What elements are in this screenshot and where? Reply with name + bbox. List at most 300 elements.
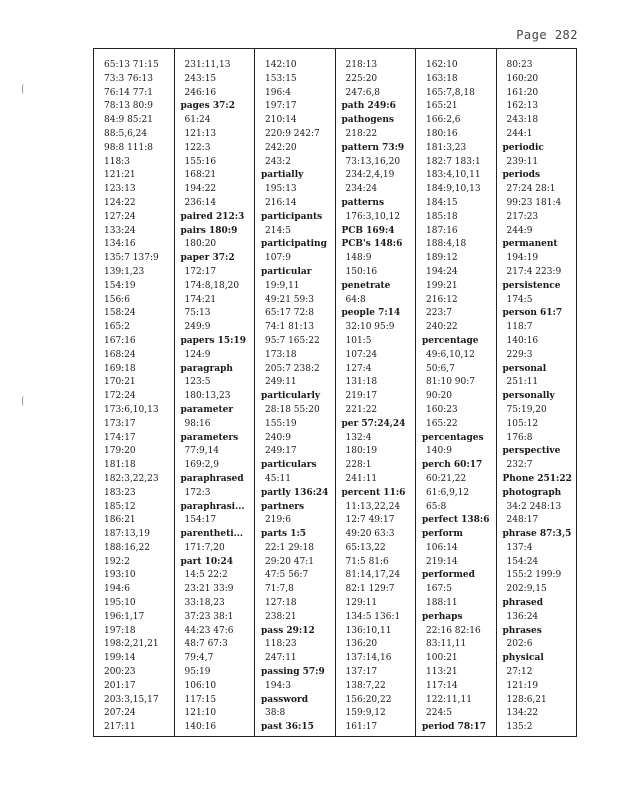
- index-page-line-ref: 101:5: [345, 335, 372, 346]
- index-page-line-ref: 214:5: [265, 225, 291, 236]
- index-page-line-ref: 134:16: [104, 239, 136, 250]
- index-page-line-ref: 131:18: [345, 377, 378, 388]
- index-page-line-ref: 216:12: [426, 294, 458, 305]
- index-page-line-ref: 172:17: [184, 266, 217, 277]
- index-page-line-ref: 193:10: [104, 570, 136, 581]
- index-page-line-ref: 232:7: [506, 460, 533, 471]
- index-headword: particulars: [261, 460, 317, 471]
- index-page-line-ref: 155:2 199:9: [506, 570, 562, 581]
- index-page-line-ref: 83:11,11: [426, 639, 467, 650]
- index-page-line-ref: 169:18: [104, 363, 136, 374]
- index-page-line-ref: 219:14: [426, 556, 458, 567]
- index-page-line-ref: 188:4,18: [426, 239, 467, 250]
- index-page-line-ref: 48:7 67:3: [184, 639, 228, 650]
- index-page-line-ref: 203:3,15,17: [104, 694, 159, 705]
- index-headword: phrased: [502, 598, 543, 609]
- index-page-line-ref: 27:12: [506, 667, 533, 678]
- index-page-line-ref: 180:19: [345, 446, 378, 457]
- index-page-line-ref: 219:6: [265, 515, 291, 526]
- index-page-line-ref: 182:7 183:1: [426, 156, 481, 167]
- index-page-line-ref: 19:9,11: [265, 280, 300, 291]
- index-page-line-ref: 207:24: [104, 708, 136, 719]
- index-page-line-ref: 167:5: [426, 584, 452, 595]
- index-headword: partially: [261, 170, 304, 181]
- index-page-line-ref: 158:24: [104, 308, 136, 319]
- index-page-line-ref: 148:9: [345, 253, 372, 264]
- index-column-2: [175, 49, 256, 736]
- index-page-line-ref: 219:17: [345, 391, 378, 402]
- index-page-line-ref: 106:10: [184, 680, 217, 691]
- index-page-line-ref: 223:7: [426, 308, 452, 319]
- index-page-line-ref: 199:14: [104, 653, 136, 664]
- index-page-line-ref: 161:20: [506, 87, 539, 98]
- index-headword: persistence: [502, 280, 561, 291]
- index-page-line-ref: 247:6,8: [345, 87, 381, 98]
- index-page-line-ref: 187:16: [426, 225, 458, 236]
- index-page-line-ref: 161:17: [345, 722, 378, 733]
- index-page-line-ref: 185:12: [104, 501, 136, 512]
- index-page-line-ref: 34:2 248:13: [506, 501, 562, 512]
- index-page-line-ref: 201:17: [104, 680, 136, 691]
- index-page-line-ref: 124:9: [184, 349, 211, 360]
- index-page-line-ref: 202:6: [506, 639, 533, 650]
- index-page-line-ref: 117:15: [184, 694, 217, 705]
- page-number: Page 282: [516, 28, 578, 42]
- index-page-line-ref: 174:21: [184, 294, 217, 305]
- index-page-line-ref: 136:24: [506, 611, 539, 622]
- index-page-line-ref: 117:14: [426, 680, 458, 691]
- index-page-line-ref: 64:8: [345, 294, 366, 305]
- binder-hole-mark: [22, 396, 27, 406]
- index-page-line-ref: 228:1: [345, 460, 372, 471]
- index-page-line-ref: 240:9: [265, 432, 291, 443]
- index-page-line-ref: 180:13,23: [184, 391, 231, 402]
- index-page-line-ref: 229:3: [506, 349, 533, 360]
- index-page-line-ref: 138:7,22: [345, 680, 386, 691]
- index-headword: passing 57:9: [261, 667, 325, 678]
- index-page-line-ref: 154:17: [184, 515, 217, 526]
- index-page-line-ref: 221:22: [345, 404, 378, 415]
- word-index-table: [93, 48, 577, 737]
- index-page-line-ref: 32:10 95:9: [345, 322, 395, 333]
- index-headword: person 61:7: [502, 308, 563, 319]
- index-page-line-ref: 61:6,9,12: [426, 487, 470, 498]
- index-page-line-ref: 118:3: [104, 156, 130, 167]
- index-page-line-ref: 243:2: [265, 156, 291, 167]
- index-page-line-ref: 113:21: [426, 667, 458, 678]
- index-page-line-ref: 121:19: [506, 680, 539, 691]
- index-headword: past 36:15: [261, 722, 314, 733]
- index-page-line-ref: 165:2: [104, 322, 130, 333]
- index-page-line-ref: 44:23 47:6: [184, 625, 234, 636]
- index-page-line-ref: 236:14: [184, 197, 217, 208]
- index-page-line-ref: 166:2,6: [426, 115, 461, 126]
- index-column-5: [416, 49, 497, 736]
- index-page-line-ref: 98:16: [184, 418, 211, 429]
- index-page-line-ref: 80:23: [506, 60, 533, 70]
- index-headword: percent 11:6: [341, 487, 406, 498]
- index-page-line-ref: 135:7 137:9: [104, 253, 159, 264]
- index-page-line-ref: 198:2,21,21: [104, 639, 159, 650]
- index-page-line-ref: 49:6,10,12: [426, 349, 475, 360]
- index-page-line-ref: 165:7,8,18: [426, 87, 475, 98]
- index-page-line-ref: 163:18: [426, 73, 458, 84]
- index-page-line-ref: 153:15: [265, 73, 297, 84]
- index-headword: PCB 169:4: [341, 225, 395, 236]
- index-page-line-ref: 142:10: [265, 60, 297, 70]
- index-page-line-ref: 50:6,7: [426, 363, 455, 374]
- index-page-line-ref: 180:20: [184, 239, 217, 250]
- index-page-line-ref: 140:16: [184, 722, 217, 733]
- index-headword: particular: [261, 266, 312, 277]
- index-page-line-ref: 136:10,11: [345, 625, 392, 636]
- index-page-line-ref: 160:20: [506, 73, 539, 84]
- index-headword: Phone 251:22: [502, 473, 572, 484]
- index-page-line-ref: 45:11: [265, 473, 291, 484]
- index-page-line-ref: 122:11,11: [426, 694, 472, 705]
- index-page-line-ref: 75:19,20: [506, 404, 547, 415]
- index-headword: physical: [502, 653, 544, 664]
- index-page-line-ref: 107:24: [345, 349, 378, 360]
- index-page-line-ref: 186:21: [104, 515, 136, 526]
- index-page-line-ref: 77:9,14: [184, 446, 220, 457]
- index-headword: part 10:24: [180, 556, 234, 567]
- index-page-line-ref: 65:17 72:8: [265, 308, 315, 319]
- index-page-line-ref: 11:13,22,24: [345, 501, 401, 512]
- index-page-line-ref: 162:10: [426, 60, 458, 70]
- index-page-line-ref: 218:22: [345, 128, 378, 139]
- index-page-line-ref: 247:11: [265, 653, 297, 664]
- index-page-line-ref: 65:8: [426, 501, 447, 512]
- index-page-line-ref: 79:4,7: [184, 653, 214, 664]
- index-page-line-ref: 100:21: [426, 653, 458, 664]
- index-page-line-ref: 137:17: [345, 667, 378, 678]
- index-page-line-ref: 173:17: [104, 418, 136, 429]
- index-page-line-ref: 123:5: [184, 377, 211, 388]
- index-page-line-ref: 199:21: [426, 280, 458, 291]
- index-page-line-ref: 194:22: [184, 184, 217, 195]
- index-headword: performed: [422, 570, 475, 581]
- index-page-line-ref: 195:13: [265, 184, 297, 195]
- index-page-line-ref: 188:16,22: [104, 542, 150, 553]
- index-page-line-ref: 182:3,22,23: [104, 473, 159, 484]
- index-page-line-ref: 202:9,15: [506, 584, 547, 595]
- index-headword: permanent: [502, 239, 558, 250]
- index-page-line-ref: 249:9: [184, 322, 211, 333]
- index-page-line-ref: 185:18: [426, 211, 458, 222]
- index-page-line-ref: 172:24: [104, 391, 136, 402]
- index-page-line-ref: 183:4,10,11: [426, 170, 481, 181]
- index-headword: people 7:14: [341, 308, 401, 319]
- index-page-line-ref: 171:7,20: [184, 542, 225, 553]
- index-page-line-ref: 12:7 49:17: [345, 515, 395, 526]
- index-page-line-ref: 29:20 47:1: [265, 556, 315, 567]
- index-headword: papers 15:19: [180, 335, 246, 346]
- index-page-line-ref: 137:4: [506, 542, 533, 553]
- index-page-line-ref: 23:21 33:9: [184, 584, 234, 595]
- index-page-line-ref: 49:21 59:3: [265, 294, 315, 305]
- index-headword: perform: [422, 529, 463, 540]
- index-page-line-ref: 205:7 238:2: [265, 363, 320, 374]
- index-page-line-ref: 220:9 242:7: [265, 128, 320, 139]
- index-page-line-ref: 187:13,19: [104, 529, 150, 540]
- index-page-line-ref: 173:6,10,13: [104, 404, 159, 415]
- index-page-line-ref: 231:11,13: [184, 60, 231, 70]
- index-page-line-ref: 134:22: [506, 708, 539, 719]
- index-headword: paper 37:2: [180, 253, 235, 264]
- index-headword: partners: [261, 501, 305, 512]
- index-headword: perhaps: [422, 611, 463, 622]
- index-headword: percentage: [422, 335, 479, 346]
- index-headword: periodic: [502, 142, 544, 153]
- index-page-line-ref: 129:11: [345, 598, 378, 609]
- index-page-line-ref: 140:9: [426, 446, 452, 457]
- index-page-line-ref: 165:21: [426, 101, 458, 112]
- index-page-line-ref: 84:9 85:21: [104, 115, 154, 126]
- index-headword: per 57:24,24: [341, 418, 406, 429]
- index-page-line-ref: 217:23: [506, 211, 539, 222]
- index-page-line-ref: 99:23 181:4: [506, 197, 562, 208]
- index-headword: password: [261, 694, 309, 705]
- index-page-line-ref: 174:8,18,20: [184, 280, 240, 291]
- index-page-line-ref: 65:13 71:15: [104, 60, 159, 70]
- index-page-line-ref: 155:16: [184, 156, 217, 167]
- index-headword: parentheti...: [180, 529, 244, 540]
- index-page-line-ref: 197:17: [265, 101, 297, 112]
- index-headword: period 78:17: [422, 722, 486, 733]
- index-headword: personal: [502, 363, 547, 374]
- index-headword: participating: [261, 239, 327, 250]
- index-page-line-ref: 33:18,23: [184, 598, 225, 609]
- index-page-line-ref: 189:12: [426, 253, 458, 264]
- index-page-line-ref: 81:14,17,24: [345, 570, 401, 581]
- index-page-line-ref: 154:24: [506, 556, 539, 567]
- index-headword: patterns: [341, 197, 385, 208]
- index-page-line-ref: 27:24 28:1: [506, 184, 556, 195]
- index-page-line-ref: 132:4: [345, 432, 372, 443]
- index-headword: pages 37:2: [180, 101, 235, 112]
- index-page-line-ref: 181:18: [104, 460, 136, 471]
- index-page-line-ref: 134:5 136:1: [345, 611, 401, 622]
- index-page-line-ref: 243:15: [184, 73, 217, 84]
- index-page-line-ref: 174:5: [506, 294, 533, 305]
- index-page-line-ref: 173:18: [265, 349, 297, 360]
- index-page-line-ref: 194:24: [426, 266, 458, 277]
- index-page-line-ref: 61:24: [184, 115, 211, 126]
- index-page-line-ref: 168:24: [104, 349, 136, 360]
- index-page-line-ref: 133:24: [104, 225, 136, 236]
- index-page-line-ref: 14:5 22:2: [184, 570, 228, 581]
- index-page-line-ref: 81:10 90:7: [426, 377, 476, 388]
- index-headword: pairs 180:9: [180, 225, 238, 236]
- index-page-line-ref: 167:16: [104, 335, 136, 346]
- index-page-line-ref: 90:20: [426, 391, 452, 402]
- index-page-line-ref: 65:13,22: [345, 542, 386, 553]
- index-page-line-ref: 156:20,22: [345, 694, 392, 705]
- index-page-line-ref: 238:21: [265, 611, 297, 622]
- index-page-line-ref: 244:1: [506, 128, 533, 139]
- index-page-line-ref: 105:12: [506, 418, 539, 429]
- index-page-line-ref: 196:1,17: [104, 611, 145, 622]
- index-page-line-ref: 168:21: [184, 170, 217, 181]
- index-page-line-ref: 162:13: [506, 101, 539, 112]
- index-page-line-ref: 123:13: [104, 184, 136, 195]
- index-page-line-ref: 181:3,23: [426, 142, 467, 153]
- index-page-line-ref: 195:10: [104, 598, 136, 609]
- index-page-line-ref: 107:9: [265, 253, 291, 264]
- index-page-line-ref: 165:22: [426, 418, 458, 429]
- index-page-line-ref: 155:19: [265, 418, 297, 429]
- index-page-line-ref: 135:2: [506, 722, 533, 733]
- index-page-line-ref: 188:11: [426, 598, 458, 609]
- index-page-line-ref: 196:4: [265, 87, 291, 98]
- index-headword: pass 29:12: [261, 625, 315, 636]
- index-page-line-ref: 217:11: [104, 722, 136, 733]
- index-headword: paragraph: [180, 363, 233, 374]
- index-page-line-ref: 176:3,10,12: [345, 211, 401, 222]
- index-page-line-ref: 22:16 82:16: [426, 625, 481, 636]
- index-page-line-ref: 76:14 77:1: [104, 87, 154, 98]
- index-headword: phrases: [502, 625, 542, 636]
- index-headword: path 249:6: [341, 101, 396, 112]
- index-page-line-ref: 73:13,16,20: [345, 156, 401, 167]
- index-page-line-ref: 244:9: [506, 225, 533, 236]
- index-page-line-ref: 74:1 81:13: [265, 322, 315, 333]
- index-page-line-ref: 180:16: [426, 128, 458, 139]
- index-headword: perspective: [502, 446, 561, 457]
- index-page-line-ref: 160:23: [426, 404, 458, 415]
- index-page-line-ref: 71:7,8: [265, 584, 294, 595]
- index-headword: perfect 138:6: [422, 515, 490, 526]
- index-page-line-ref: 239:11: [506, 156, 539, 167]
- index-page-line-ref: 200:23: [104, 667, 136, 678]
- index-page-line-ref: 242:20: [265, 142, 297, 153]
- index-page-line-ref: 122:3: [184, 142, 211, 153]
- index-page-line-ref: 243:18: [506, 115, 539, 126]
- index-page-line-ref: 98:8 111:8: [104, 142, 154, 153]
- index-page-line-ref: 241:11: [345, 473, 378, 484]
- index-page-line-ref: 128:6,21: [506, 694, 547, 705]
- index-page-line-ref: 194:6: [104, 584, 130, 595]
- index-page-line-ref: 169:2,9: [184, 460, 220, 471]
- index-page-line-ref: 71:5 81:6: [345, 556, 389, 567]
- index-headword: parameters: [180, 432, 239, 443]
- index-column-1: [94, 49, 175, 736]
- index-headword: personally: [502, 391, 555, 402]
- index-page-line-ref: 118:7: [506, 322, 533, 333]
- index-page-line-ref: 174:17: [104, 432, 136, 443]
- index-page-line-ref: 49:20 63:3: [345, 529, 395, 540]
- index-page-line-ref: 184:15: [426, 197, 458, 208]
- index-page-line-ref: 246:16: [184, 87, 217, 98]
- index-page-line-ref: 88:5,6,24: [104, 128, 148, 139]
- index-page-line-ref: 240:22: [426, 322, 458, 333]
- index-page-line-ref: 127:18: [265, 598, 297, 609]
- index-page-line-ref: 22:1 29:18: [265, 542, 315, 553]
- index-page-line-ref: 197:18: [104, 625, 136, 636]
- index-page-line-ref: 210:14: [265, 115, 297, 126]
- index-page-line-ref: 172:3: [184, 487, 211, 498]
- index-page-line-ref: 192:2: [104, 556, 130, 567]
- index-page-line-ref: 28:18 55:20: [265, 404, 320, 415]
- index-headword: PCB's 148:6: [341, 239, 403, 250]
- index-page-line-ref: 179:20: [104, 446, 136, 457]
- index-page-line-ref: 156:6: [104, 294, 130, 305]
- index-page-line-ref: 194:19: [506, 253, 539, 264]
- index-headword: paraphrased: [180, 473, 244, 484]
- index-page-line-ref: 60:21,22: [426, 473, 467, 484]
- index-page-line-ref: 225:20: [345, 73, 378, 84]
- index-headword: photograph: [502, 487, 562, 498]
- index-headword: percentages: [422, 432, 484, 443]
- index-page-line-ref: 234:24: [345, 184, 378, 195]
- index-headword: periods: [502, 170, 541, 181]
- index-page-line-ref: 136:20: [345, 639, 378, 650]
- index-headword: pathogens: [341, 115, 394, 126]
- index-page-line-ref: 159:9,12: [345, 708, 386, 719]
- index-column-3: [255, 49, 336, 736]
- index-page-line-ref: 38:8: [265, 708, 286, 719]
- index-page-line-ref: 170:21: [104, 377, 136, 388]
- index-page-line-ref: 216:14: [265, 197, 297, 208]
- index-page-line-ref: 176:8: [506, 432, 533, 443]
- index-column-6: [497, 49, 577, 736]
- index-page-line-ref: 184:9,10,13: [426, 184, 481, 195]
- index-page-line-ref: 37:23 38:1: [184, 611, 234, 622]
- index-page-line-ref: 249:17: [265, 446, 297, 457]
- index-column-4: [336, 49, 417, 736]
- index-page-line-ref: 118:23: [265, 639, 297, 650]
- index-page-line-ref: 249:11: [265, 377, 297, 388]
- index-page-line-ref: 140:16: [506, 335, 539, 346]
- index-headword: paraphrasi...: [180, 501, 245, 512]
- index-page-line-ref: 75:13: [184, 308, 211, 319]
- binder-hole-mark: [22, 84, 27, 94]
- index-page-line-ref: 47:5 56:7: [265, 570, 309, 581]
- index-page-line-ref: 224:5: [426, 708, 452, 719]
- index-page-line-ref: 121:21: [104, 170, 136, 181]
- index-headword: parameter: [180, 404, 234, 415]
- index-headword: parts 1:5: [261, 529, 307, 540]
- index-page-line-ref: 194:3: [265, 680, 291, 691]
- index-page-line-ref: 121:13: [184, 128, 217, 139]
- index-page-line-ref: 124:22: [104, 197, 136, 208]
- index-headword: partly 136:24: [261, 487, 329, 498]
- index-page-line-ref: 106:14: [426, 542, 458, 553]
- index-headword: paired 212:3: [180, 211, 245, 222]
- index-headword: perch 60:17: [422, 460, 483, 471]
- index-page-line-ref: 251:11: [506, 377, 539, 388]
- index-page-line-ref: 137:14,16: [345, 653, 392, 664]
- index-page-line-ref: 150:16: [345, 266, 378, 277]
- index-page-line-ref: 139:1,23: [104, 266, 145, 277]
- index-headword: particularly: [261, 391, 321, 402]
- index-page-line-ref: 217:4 223:9: [506, 266, 562, 277]
- index-page-line-ref: 95:7 165:22: [265, 335, 320, 346]
- index-page-line-ref: 127:24: [104, 211, 136, 222]
- index-page-line-ref: 218:13: [345, 60, 378, 70]
- index-headword: participants: [261, 211, 323, 222]
- index-page-line-ref: 234:2,4,19: [345, 170, 395, 181]
- index-page-line-ref: 78:13 80:9: [104, 101, 154, 112]
- index-page-line-ref: 127:4: [345, 363, 372, 374]
- index-page-line-ref: 154:19: [104, 280, 136, 291]
- index-headword: penetrate: [341, 280, 391, 291]
- index-page-line-ref: 82:1 129:7: [345, 584, 395, 595]
- index-page-line-ref: 248:17: [506, 515, 539, 526]
- index-headword: phrase 87:3,5: [502, 529, 572, 540]
- index-page-line-ref: 183:23: [104, 487, 136, 498]
